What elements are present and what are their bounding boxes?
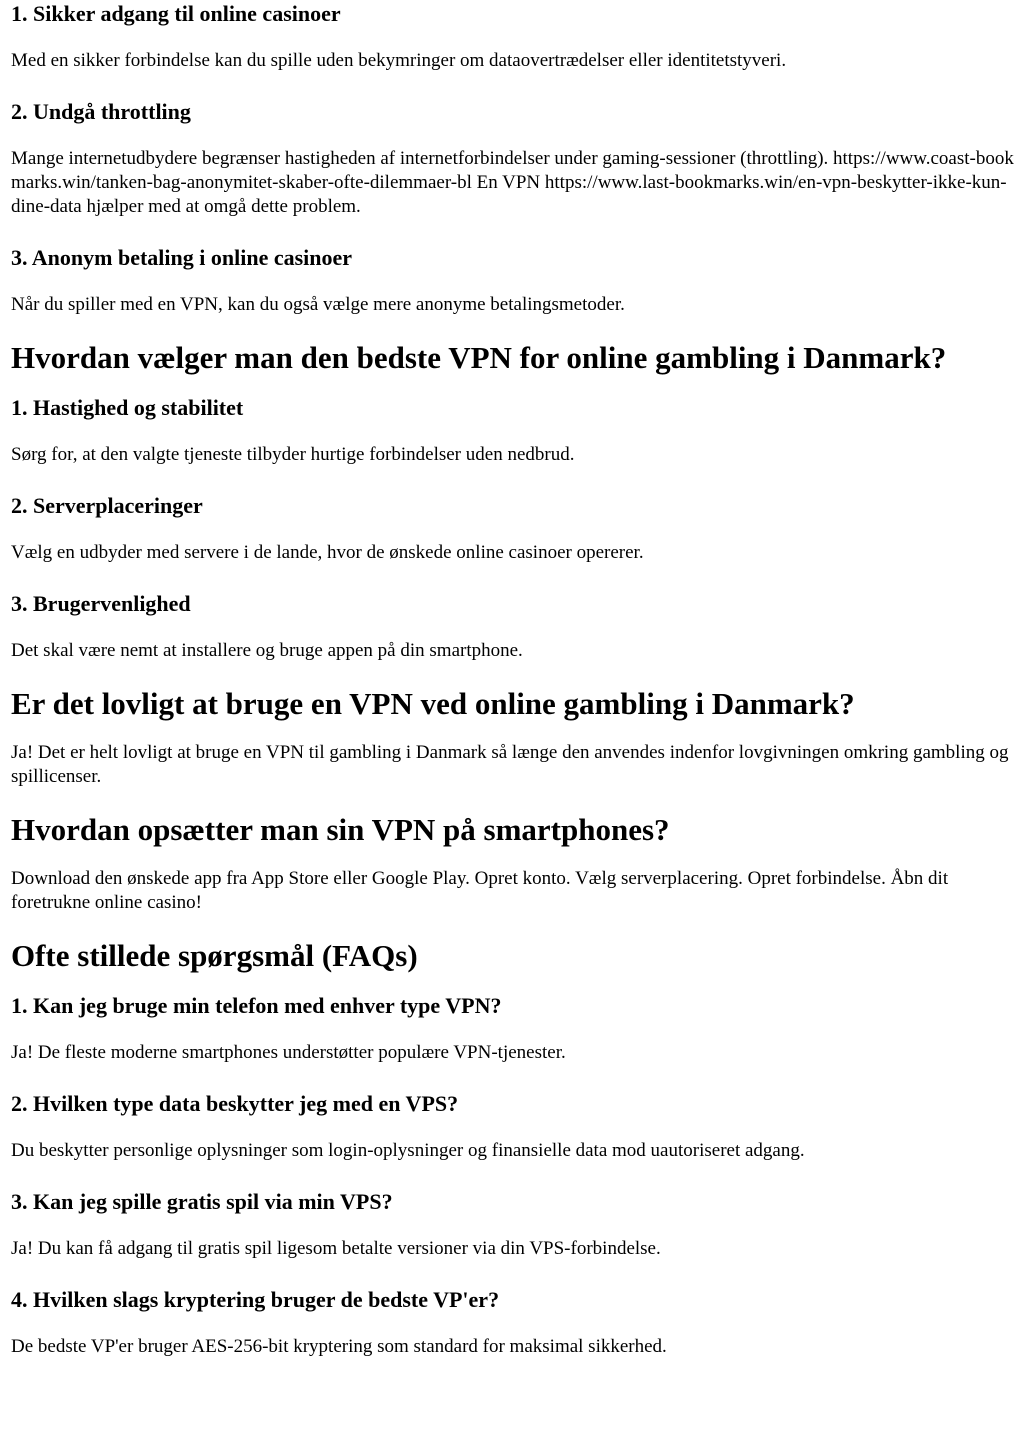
paragraph: Sørg for, at den valgte tjeneste tilbyder hurtige forbindelser uden nedbrud. (11, 444, 575, 465)
section-title: Er det lovligt at bruge en VPN ved online gambling i Danmark? (11, 686, 855, 721)
paragraph-text: hjælper med at omgå dette problem. (86, 196, 361, 217)
faq-question: 2. Hvilken type data beskytter jeg med en VPS? (11, 1091, 459, 1116)
section-heading: 2. Serverplaceringer (11, 493, 203, 518)
faq-answer: De bedste VP'er bruger AES-256-bit kryptering som standard for maksimal sikkerhed. (11, 1336, 667, 1357)
section-title: Hvordan vælger man den bedste VPN for online gambling i Danmark? (11, 340, 947, 375)
url-text: https://www.last-bookmarks.win/en-vpn-beskytter-ikke-kun-dine-data (11, 172, 1007, 217)
section-heading: 2. Undgå throttling (11, 99, 191, 124)
section-heading: 3. Anonym betaling i online casinoer (11, 245, 353, 270)
faq-question: 3. Kan jeg spille gratis spil via min VPS? (11, 1189, 393, 1214)
faq-question: 1. Kan jeg bruge min telefon med enhver type VPN? (11, 993, 502, 1018)
url-text: https://www.coast-bookmarks.win/tanken-bag-anonymitet-skaber-ofte-dilemmaer-bl (11, 148, 1014, 193)
faq-answer: Du beskytter personlige oplysninger som login-oplysninger og finansielle data mod uautoriseret adgang. (11, 1140, 805, 1161)
paragraph-text: Mange internetudbydere begrænser hastigheden af internetforbindelser under gaming-sessioner (throttling). (11, 148, 829, 169)
section-heading: 1. Sikker adgang til online casinoer (11, 1, 341, 26)
paragraph: Når du spiller med en VPN, kan du også vælge mere anonyme betalingsmetoder. (11, 294, 625, 315)
paragraph: Ja! Det er helt lovligt at bruge en VPN til gambling i Danmark så længe den anvendes indenfor lovgivningen omkring gambling og spillicenser. (11, 742, 1009, 787)
faq-question: 4. Hvilken slags kryptering bruger de bedste VP'er? (11, 1287, 500, 1312)
faq-answer: Ja! Du kan få adgang til gratis spil ligesom betalte versioner via din VPS-forbindelse. (11, 1238, 661, 1259)
section-heading: 1. Hastighed og stabilitet (11, 395, 244, 420)
section-heading: 3. Brugervenlighed (11, 591, 191, 616)
article (0, 1, 1024, 1359)
paragraph: Med en sikker forbindelse kan du spille uden bekymringer om dataovertrædelser eller identitetstyveri. (11, 50, 787, 71)
section-title: Hvordan opsætter man sin VPN på smartphones? (11, 812, 670, 847)
faq-answer: Ja! De fleste moderne smartphones understøtter populære VPN-tjenester. (11, 1042, 566, 1063)
paragraph: Vælg en udbyder med servere i de lande, hvor de ønskede online casinoer opererer. (11, 542, 644, 563)
paragraph: Download den ønskede app fra App Store eller Google Play. Opret konto. Vælg serverplacering. Opret forbindelse. Åbn dit foretrukne online casino! (11, 868, 949, 913)
section-title: Ofte stillede spørgsmål (FAQs) (11, 938, 418, 973)
paragraph: Det skal være nemt at installere og bruge appen på din smartphone. (11, 640, 523, 661)
paragraph (11, 147, 1014, 219)
paragraph-text: En VPN (476, 172, 541, 193)
